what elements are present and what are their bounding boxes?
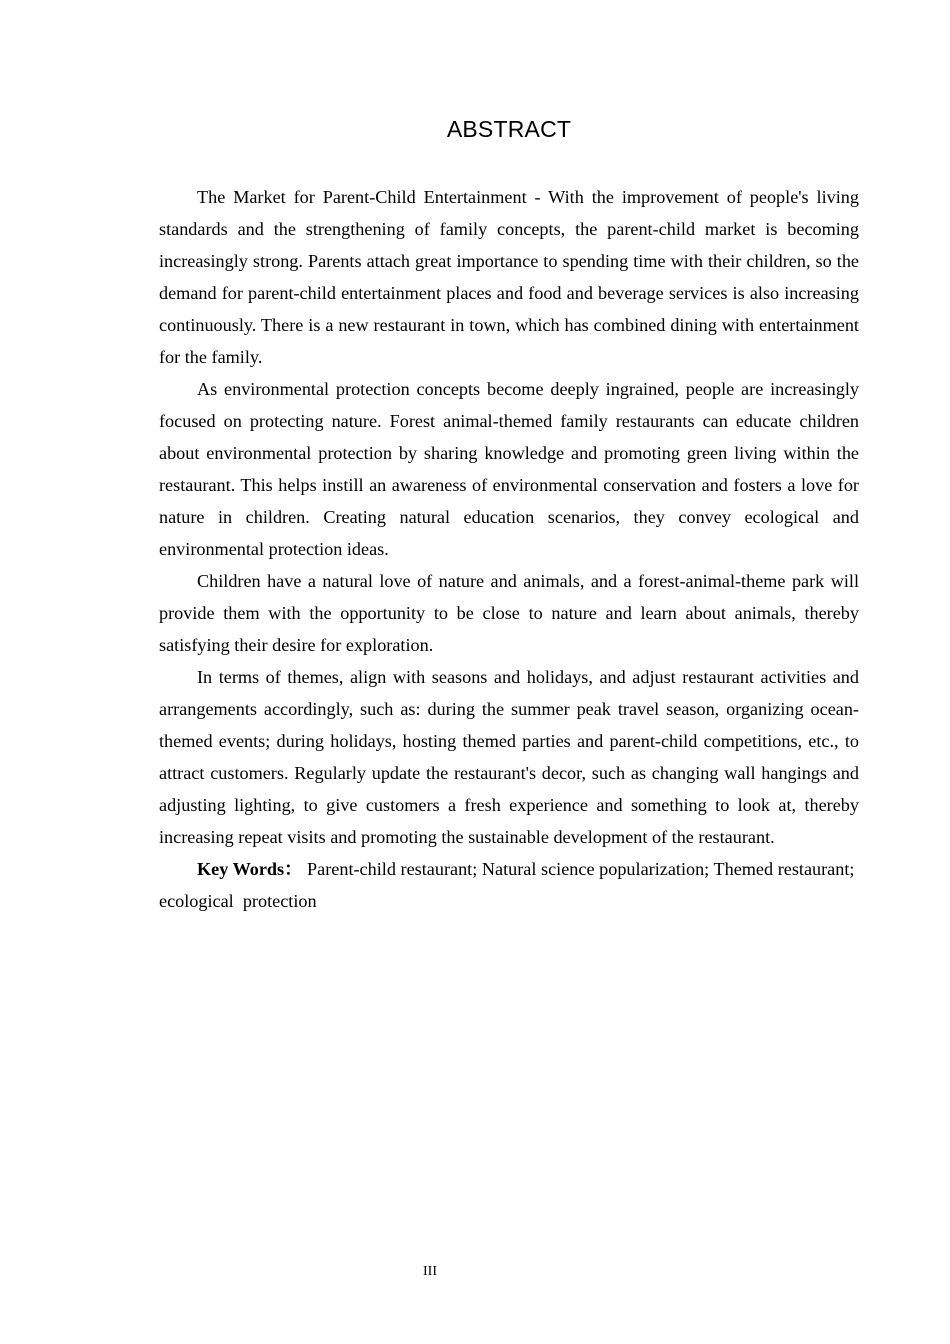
- abstract-paragraph-1: The Market for Parent-Child Entertainment - With the improvement of people's living standards and the strengthening of family concepts, the parent-child market is becoming increasingly strong. Parents attach great importance to spending time with their children, so the demand for parent-child entertainment places and food and beverage services is also increasing continuously. There is a new restaurant in town, which has combined dining with entertainment for the family.: [159, 187, 859, 367]
- abstract-title: ABSTRACT: [446, 116, 572, 142]
- abstract-paragraph-3: Children have a natural love of nature and animals, and a forest-animal-theme park will provide them with the opportunity to be close to nature and learn about animals, thereby satisfying their desire for exploration.: [159, 571, 859, 655]
- abstract-paragraph-4: In terms of themes, align with seasons and holidays, and adjust restaurant activities and arrangements accordingly, such as: during the summer peak travel season, organizing ocean-themed events; during holidays, hosting themed parties and parent-child competitions, etc., to attract customers. Regularly update the restaurant's decor, such as changing wall hangings and adjusting lighting, to give customers a fresh experience and something to look at, thereby increasing repeat visits and promoting the sustainable development of the restaurant.: [159, 667, 859, 847]
- page-number: III: [423, 1264, 437, 1279]
- keywords-text: Parent-child restaurant; Natural science popularization; Themed restaurant; ecological protection: [159, 859, 860, 911]
- abstract-body: [159, 181, 859, 917]
- abstract-paragraph-2: As environmental protection concepts become deeply ingrained, people are increasingly focused on protecting nature. Forest animal-themed family restaurants can educate children about environmental protection by sharing knowledge and promoting green living within the restaurant. This helps instill an awareness of environmental conservation and fosters a love for nature in children. Creating natural education scenarios, they convey ecological and environmental protection ideas.: [159, 379, 859, 559]
- keywords-paragraph: [159, 853, 859, 917]
- keywords-label: Key Words：: [197, 859, 303, 879]
